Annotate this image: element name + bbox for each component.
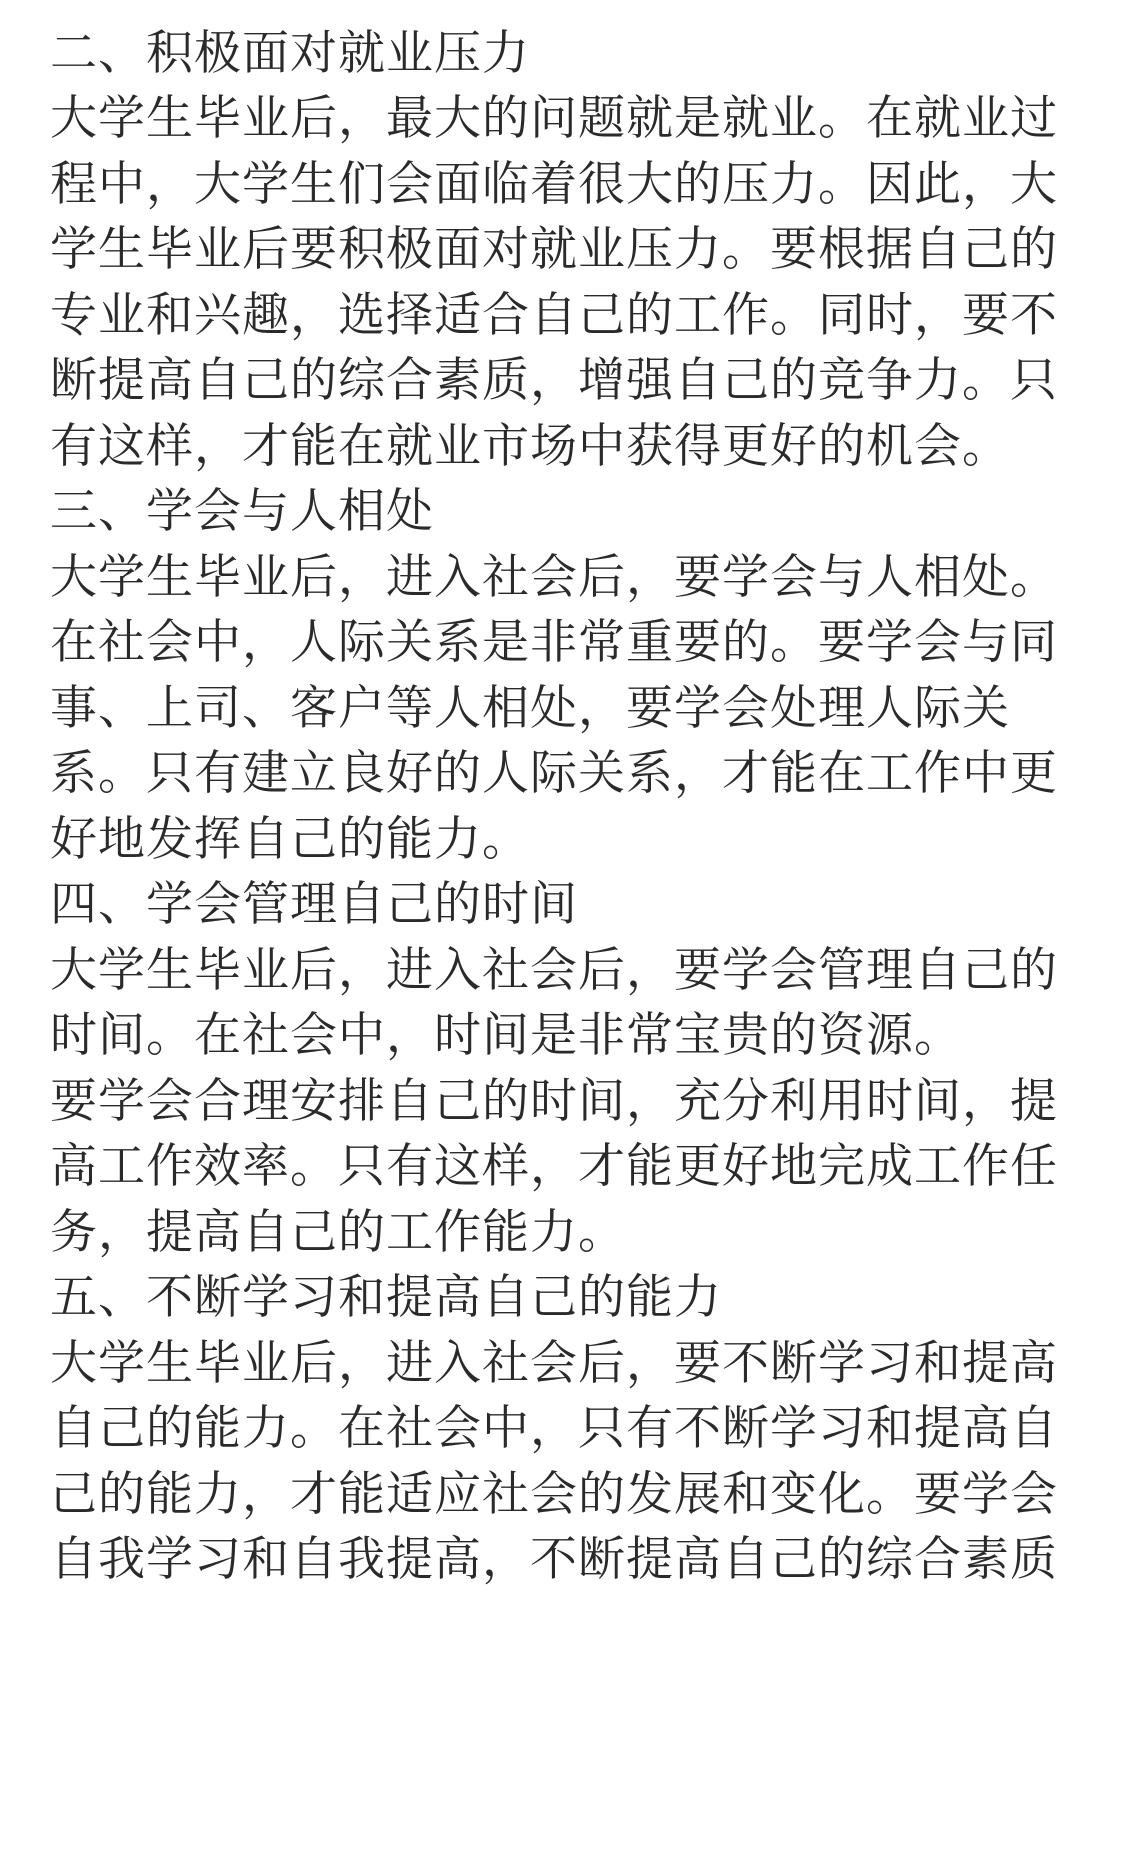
paragraph-line: 大学生毕业后，最大的问题就是就业。在就业过 <box>50 91 1058 146</box>
paragraph-line: 有这样，才能在就业市场中获得更好的机会。 <box>50 419 1010 474</box>
paragraph-line: 要学会合理安排自己的时间，充分利用时间，提 <box>50 1074 1058 1129</box>
paragraph-line: 自己的能力。在社会中，只有不断学习和提高自 <box>50 1401 1058 1456</box>
paragraph-line: 断提高自己的综合素质，增强自己的竞争力。只 <box>50 353 1058 408</box>
section-heading: 三、学会与人相处 <box>50 484 434 539</box>
paragraph-line: 己的能力，才能适应社会的发展和变化。要学会 <box>50 1467 1058 1522</box>
paragraph-line: 在社会中，人际关系是非常重要的。要学会与同 <box>50 615 1058 670</box>
section-heading: 五、不断学习和提高自己的能力 <box>50 1270 722 1325</box>
paragraph-line: 专业和兴趣，选择适合自己的工作。同时，要不 <box>50 288 1058 343</box>
section-heading: 二、积极面对就业压力 <box>50 26 530 81</box>
paragraph-line: 务，提高自己的工作能力。 <box>50 1205 626 1260</box>
section-heading: 四、学会管理自己的时间 <box>50 877 578 932</box>
paragraph-line: 大学生毕业后，进入社会后，要学会与人相处。 <box>50 550 1058 605</box>
paragraph-line: 好地发挥自己的能力。 <box>50 812 530 867</box>
paragraph-line: 时间。在社会中，时间是非常宝贵的资源。 <box>50 1008 962 1063</box>
paragraph-line: 事、上司、客户等人相处，要学会处理人际关 <box>50 681 1010 736</box>
paragraph-line: 大学生毕业后，进入社会后，要学会管理自己的 <box>50 943 1058 998</box>
paragraph-line: 高工作效率。只有这样，才能更好地完成工作任 <box>50 1139 1058 1194</box>
paragraph-line: 自我学习和自我提高，不断提高自己的综合素质 <box>50 1532 1058 1587</box>
paragraph-line: 程中，大学生们会面临着很大的压力。因此，大 <box>50 157 1058 212</box>
paragraph-line: 系。只有建立良好的人际关系，才能在工作中更 <box>50 746 1058 801</box>
paragraph-line: 大学生毕业后，进入社会后，要不断学习和提高 <box>50 1336 1058 1391</box>
paragraph-line: 学生毕业后要积极面对就业压力。要根据自己的 <box>50 222 1058 277</box>
